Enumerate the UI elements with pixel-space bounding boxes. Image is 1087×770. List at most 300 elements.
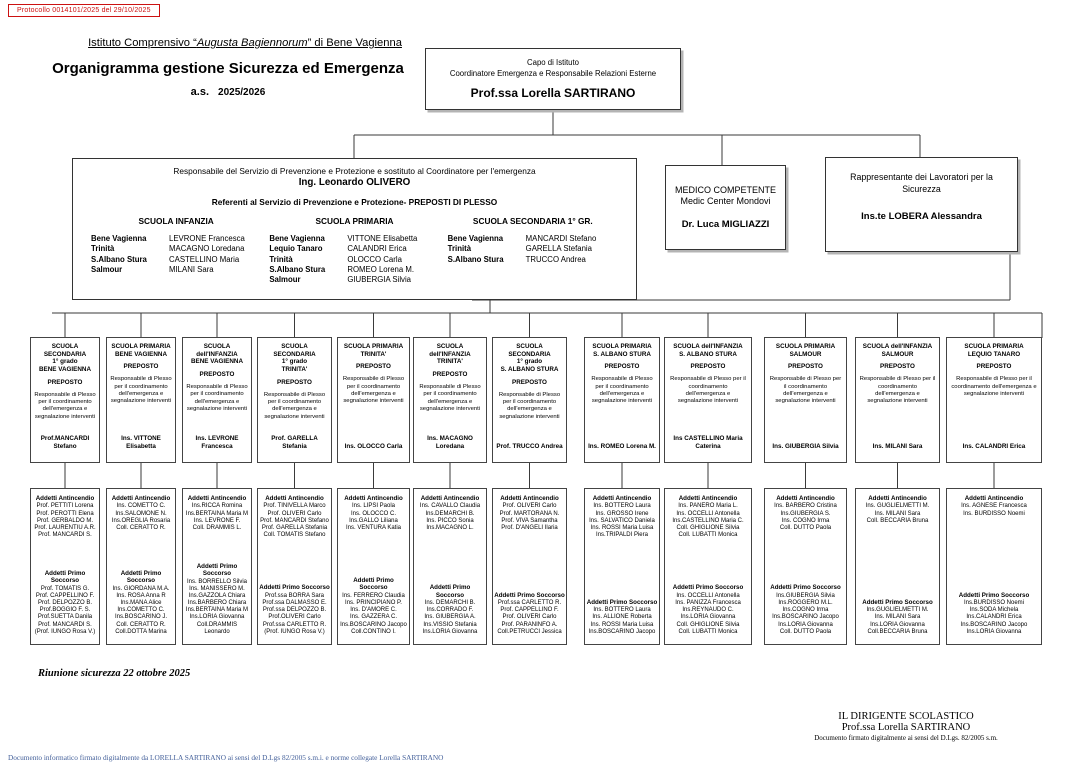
school-title bbox=[863, 343, 932, 358]
staff-name: Ins. MANISSERO M. bbox=[189, 585, 245, 592]
preposto-description: Responsabile di Plesso per il coordinamento dell'emergenza e segnalazione interventi bbox=[498, 391, 561, 420]
staff-name: Ins. DEMARCHI B. bbox=[424, 600, 476, 607]
antincendio-section bbox=[948, 495, 1040, 518]
staff-name: Coll.PETRUCCI Jessica bbox=[497, 628, 562, 635]
staff-name: Prof.OLIVERI Carlo bbox=[268, 614, 321, 621]
antincendio-header: Addetti Antincendio bbox=[964, 495, 1024, 502]
medico-org: Medic Center Mondovi bbox=[680, 196, 771, 206]
preposto-label: PREPOSTO bbox=[880, 363, 915, 371]
school-title bbox=[344, 343, 403, 358]
plesso-column bbox=[764, 337, 847, 645]
addetti-box bbox=[584, 488, 660, 645]
staff-name: Prof. GERBALDO M. bbox=[36, 517, 93, 524]
plesso-column bbox=[337, 337, 410, 645]
addetti-box bbox=[492, 488, 567, 645]
staff-name: Ins.MACAGNO L. bbox=[426, 525, 474, 531]
antincendio-section bbox=[586, 495, 658, 539]
primo-soccorso-section bbox=[259, 584, 330, 636]
rspp-school-column bbox=[444, 216, 622, 285]
addetti-box bbox=[337, 488, 410, 645]
referente-name: GARELLA Stefania bbox=[525, 244, 592, 254]
staff-name: Prof. MANCARDI S. bbox=[38, 532, 92, 539]
principal-name: Prof.ssa Lorella SARTIRANO bbox=[470, 85, 636, 100]
staff-name: Prof. PARANINFO A. bbox=[501, 621, 558, 628]
preposto-name: Ins. CALANDRI Erica bbox=[962, 443, 1026, 451]
antincendio-section bbox=[415, 495, 485, 532]
principal-role-2: Coordinatore Emergenza e Responsabile Relazioni Esterne bbox=[449, 68, 657, 78]
school-title-line: LEQUIO TANARO bbox=[967, 350, 1021, 358]
preposto-label: PREPOSTO bbox=[356, 363, 391, 371]
staff-name: Ins.SODA Michela bbox=[969, 607, 1019, 614]
staff-name: Ins.GUGLIELMETTI M. bbox=[866, 607, 929, 614]
school-title-line: SECONDARIA bbox=[508, 350, 551, 358]
staff-name: Ins.GAZZOLA Chiara bbox=[188, 592, 246, 599]
school-title-line: 1° grado bbox=[516, 358, 543, 366]
preposto-box bbox=[106, 337, 176, 463]
signature-name: Prof.ssa Lorella SARTIRANO bbox=[841, 722, 971, 733]
plesso-column bbox=[106, 337, 176, 645]
plesso-column bbox=[855, 337, 940, 645]
staff-name: Coll. LUBATTI Monica bbox=[678, 628, 738, 635]
referente-name: CALANDRI Erica bbox=[347, 244, 407, 254]
school-title bbox=[592, 343, 651, 358]
staff-name: Ins. OLOCCO C. bbox=[350, 510, 396, 517]
staff-name: Ins. AGNESE Francesca bbox=[961, 503, 1027, 510]
staff-name: Ins. BOTTERO Laura bbox=[593, 607, 651, 614]
meeting-note: Riunione sicurezza 22 ottobre 2025 bbox=[38, 668, 191, 679]
primo-soccorso-header: Addetti Primo Soccorso bbox=[44, 569, 86, 585]
rspp-box bbox=[72, 158, 637, 300]
staff-name: Prof. CAPPELLINO F. bbox=[35, 592, 95, 599]
institute-prefix: Istituto Comprensivo “ bbox=[88, 37, 197, 49]
preposto-description: Responsabile di Plesso per il coordinamento dell'emergenza e segnalazione interventi bbox=[769, 376, 842, 405]
referente-name: MILANI Sara bbox=[169, 264, 214, 274]
referente-name: OLOCCO Carla bbox=[347, 254, 402, 264]
primo-soccorso-header: Addetti Primo Soccorso bbox=[958, 591, 1030, 599]
preposto-box bbox=[946, 337, 1042, 463]
school-title-line: SCUOLA PRIMARIA bbox=[775, 343, 836, 350]
plesso-location: S.Albano Stura bbox=[269, 264, 326, 274]
school-title-line: SCUOLA dell'INFANZIA bbox=[862, 343, 933, 350]
school-title-line: S. ALBANO STURA bbox=[500, 366, 559, 374]
preposto-name: Ins. OLOCCO Carla bbox=[344, 443, 403, 451]
antincendio-section bbox=[857, 495, 938, 525]
preposto-box bbox=[337, 337, 410, 463]
antincendio-header: Addetti Antincendio bbox=[868, 495, 927, 502]
rspp-referente-row bbox=[91, 244, 261, 254]
staff-name: Ins. PRINCIPIANO P. bbox=[345, 600, 402, 607]
staff-name: Prof. LAURENTIU A.R. bbox=[34, 525, 96, 531]
staff-name: Ins.BERTAINA Maria M bbox=[185, 510, 249, 517]
staff-name: Ins.LORIA Giovanna bbox=[966, 628, 1022, 635]
plesso-column bbox=[664, 337, 752, 645]
antincendio-section bbox=[108, 495, 174, 532]
primo-soccorso-section bbox=[666, 584, 750, 636]
staff-name: Prof. DELPOZZO B. bbox=[37, 600, 92, 607]
plesso-location: Bene Vagienna bbox=[91, 234, 147, 243]
institute-title bbox=[50, 37, 440, 49]
school-year bbox=[18, 82, 438, 100]
school-year-label: a.s. bbox=[190, 86, 210, 98]
antincendio-section bbox=[259, 495, 330, 539]
school-title bbox=[273, 343, 315, 374]
staff-name: Ins.ROGGERO M.L. bbox=[778, 600, 833, 607]
staff-name: Ins.BARBERO Chiara bbox=[187, 600, 247, 607]
staff-name: Ins. BURDISSO Noemi bbox=[963, 510, 1025, 517]
addetti-box bbox=[182, 488, 252, 645]
staff-name: Coll.DRAMMIS Leonardo bbox=[196, 621, 238, 635]
staff-name: Ins.GIUBERGIA Silvia bbox=[776, 592, 835, 599]
school-title-line: TRINITA' bbox=[360, 350, 387, 358]
antincendio-header: Addetti Antincendio bbox=[776, 495, 835, 502]
staff-name: Prof.ssa CARLETTO R. bbox=[497, 600, 562, 607]
staff-name: Ins. LIPSI Paola bbox=[351, 503, 396, 510]
primo-soccorso-section bbox=[857, 599, 938, 636]
staff-name: Ins. PANERO Maria L. bbox=[678, 503, 738, 510]
school-title-line: SCUOLA PRIMARIA bbox=[111, 343, 171, 350]
rspp-referente-row bbox=[448, 244, 618, 254]
staff-name: Ins. PICCO Sonia bbox=[426, 517, 474, 524]
primo-soccorso-header: Addetti Primo Soccorso bbox=[672, 584, 744, 592]
staff-name: Ins. BARBERO Cristina bbox=[774, 503, 837, 510]
referente-name: MANCARDI Stefano bbox=[525, 234, 597, 243]
antincendio-header: Addetti Antincendio bbox=[111, 495, 171, 502]
staff-name: Coll. CERATTO R. bbox=[116, 525, 166, 531]
rspp-school-column-header: SCUOLA PRIMARIA bbox=[315, 216, 394, 226]
rspp-referente-row bbox=[269, 265, 439, 275]
plesso-column bbox=[492, 337, 567, 645]
primo-soccorso-header: Addetti Primo Soccorso bbox=[494, 591, 565, 599]
staff-name: Ins.BERTAINA Maria M bbox=[185, 607, 249, 614]
primo-soccorso-section bbox=[339, 577, 408, 636]
referente-name: LEVRONE Francesca bbox=[169, 234, 245, 243]
antincendio-header: Addetti Antincendio bbox=[678, 495, 738, 502]
rspp-referente-row bbox=[91, 265, 261, 275]
primo-soccorso-header: Addetti Primo Soccorso bbox=[196, 562, 238, 578]
staff-name: Ins.DEMARCHI B. bbox=[425, 510, 475, 517]
staff-name: Ins.BOSCARINO Jacopo bbox=[960, 621, 1028, 628]
rspp-referente-row bbox=[269, 244, 439, 254]
school-title-line: SALMOUR bbox=[881, 350, 914, 358]
staff-name: Ins.BURDISSO Noemi bbox=[963, 600, 1024, 607]
preposto-label: PREPOSTO bbox=[512, 378, 547, 386]
rls-box bbox=[825, 157, 1018, 252]
staff-name: Coll. CERATTO R. bbox=[116, 621, 166, 628]
staff-name: Prof.ssa DALMASSO E. bbox=[262, 600, 327, 607]
addetti-box bbox=[413, 488, 487, 645]
staff-name: Ins. GROSSO Irene bbox=[595, 510, 649, 517]
antincendio-section bbox=[494, 495, 565, 532]
preposto-description: Responsabile di Plesso per il coordinamento dell'emergenza e segnalazione interventi bbox=[419, 384, 481, 413]
staff-name: Prof. GARELLA Stefania bbox=[261, 525, 328, 531]
staff-name: Ins. ROSSI Maria Luisa bbox=[590, 525, 654, 531]
preposto-name: Ins CASTELLINO Maria Caterina bbox=[673, 435, 743, 451]
rspp-referente-row bbox=[269, 275, 439, 285]
preposto-label: PREPOSTO bbox=[432, 371, 468, 379]
staff-name: Ins.BOSCARINO J. bbox=[114, 614, 167, 621]
staff-name: Ins.REYNAUDO C. bbox=[682, 607, 734, 614]
primo-soccorso-header: Addetti Primo Soccorso bbox=[586, 598, 658, 606]
preposto-box bbox=[855, 337, 940, 463]
school-title-line: SECONDARIA bbox=[273, 350, 316, 358]
principal-box bbox=[425, 48, 681, 110]
school-title bbox=[776, 343, 835, 358]
staff-name: Prof. D'ANGELI Ilaria bbox=[501, 525, 558, 531]
staff-name: (Prof. IUNGO Rosa V.) bbox=[34, 628, 96, 635]
staff-name: Ins.LORIA Giovanna bbox=[778, 621, 833, 628]
preposto-description: Responsabile di Plesso per il coordinamento dell'emergenza e segnalazione interventi bbox=[670, 376, 746, 405]
preposto-description: Responsabile di Plesso per il coordinamento dell'emergenza e segnalazione interventi bbox=[342, 376, 405, 405]
plesso-location: Bene Vagienna bbox=[447, 234, 504, 243]
staff-name: Coll. DUTTO Paola bbox=[779, 525, 832, 531]
staff-name: Prof. TOMATIS G. bbox=[40, 585, 90, 592]
plesso-column bbox=[413, 337, 487, 645]
antincendio-header: Addetti Antincendio bbox=[187, 495, 247, 502]
plesso-location: Bene Vagienna bbox=[269, 234, 325, 243]
staff-name: Prof. OLIVERI Carlo bbox=[267, 510, 322, 517]
staff-name: Prof. MANCARDI Stefano bbox=[260, 517, 329, 524]
staff-name: Coll. BECCARIA Bruna bbox=[866, 517, 929, 524]
antincendio-header: Addetti Antincendio bbox=[35, 495, 95, 502]
preposto-name: Ins. ROMEO Lorena M. bbox=[588, 443, 656, 451]
preposto-description: Responsabile di Plesso per il coordinamento dell'emergenza e segnalazione interventi bbox=[951, 376, 1037, 398]
rspp-referente-row bbox=[269, 255, 439, 265]
primo-soccorso-header: Addetti Primo Soccorso bbox=[120, 569, 162, 585]
primo-soccorso-section bbox=[586, 599, 658, 636]
rspp-referente-row bbox=[91, 255, 261, 265]
preposto-name: Prof. GARELLA Stefania bbox=[271, 435, 318, 451]
staff-name: Ins.TRIPALDI Piera bbox=[596, 532, 648, 539]
staff-name: Coll. DUTTO Paola bbox=[779, 628, 832, 635]
protocol-stamp: Protocollo 0014101/2025 del 29/10/2025 bbox=[8, 4, 160, 17]
medico-role: MEDICO COMPETENTE bbox=[674, 184, 776, 195]
preposto-name: Ins. GIUBERGIA Silvia bbox=[772, 443, 839, 451]
staff-name: Ins. BOTTERO Laura bbox=[593, 503, 651, 510]
plesso-location: Salmour bbox=[269, 275, 301, 285]
preposto-name: Ins. MILANI Sara bbox=[872, 443, 923, 451]
preposto-label: PREPOSTO bbox=[976, 363, 1012, 371]
school-title-line: BENE VAGIENNA bbox=[38, 366, 91, 374]
staff-name: Ins.LORIA Giovanna bbox=[680, 614, 736, 621]
staff-name: Prof. PETTITI Lorena bbox=[36, 503, 94, 510]
staff-name: Ins. ALLIONE Roberta bbox=[592, 614, 652, 621]
rspp-school-column bbox=[265, 216, 443, 285]
rspp-referente-row bbox=[91, 234, 261, 244]
staff-name: Coll. LUBATTI Monica bbox=[678, 532, 738, 539]
preposto-description: Responsabile di Plesso per il coordinamento dell'emergenza e segnalazione interventi bbox=[186, 384, 248, 413]
school-title-line: dell'INFANZIA bbox=[429, 350, 471, 358]
staff-name: Ins. ROSA Anna R bbox=[116, 592, 166, 599]
school-title-line: SCUOLA PRIMARIA bbox=[592, 343, 652, 350]
staff-name: Ins. PANIZZA Francesca bbox=[675, 600, 741, 607]
school-year-value: 2025/2026 bbox=[218, 87, 266, 98]
plesso-column bbox=[257, 337, 332, 645]
preposto-box bbox=[584, 337, 660, 463]
school-title-line: S. ALBANO STURA bbox=[679, 350, 737, 358]
staff-name: Ins. BORRELLO Silvia bbox=[186, 578, 248, 585]
staff-name: Ins. MILANI Sara bbox=[874, 510, 921, 517]
school-title bbox=[501, 343, 559, 374]
referente-name: VITTONE Elisabetta bbox=[347, 234, 418, 243]
preposto-label: PREPOSTO bbox=[123, 363, 159, 371]
school-title bbox=[191, 343, 243, 366]
staff-name: Coll. GHIGLIONE Silvia bbox=[676, 525, 740, 531]
staff-name: Ins. GIORDANA M.A. bbox=[112, 585, 170, 592]
staff-name: Coll.BECCARIA Bruna bbox=[867, 628, 928, 635]
antincendio-section bbox=[32, 495, 98, 539]
addetti-box bbox=[664, 488, 752, 645]
staff-name: Ins.LORIA Giovanna bbox=[870, 621, 925, 628]
preposto-label: PREPOSTO bbox=[604, 363, 640, 371]
antincendio-header: Addetti Antincendio bbox=[500, 495, 559, 502]
school-title-line: BENE VAGIENNA bbox=[114, 350, 167, 358]
preposto-box bbox=[257, 337, 332, 463]
staff-name: Ins. VENTURA Katia bbox=[345, 525, 402, 531]
referente-name: GIUBERGIA Silvia bbox=[347, 275, 412, 285]
rspp-school-column-header: SCUOLA SECONDARIA 1° GR. bbox=[472, 216, 593, 226]
school-title-line: 1° grado bbox=[52, 358, 78, 366]
school-title-line: SCUOLA bbox=[281, 343, 308, 350]
addetti-box bbox=[106, 488, 176, 645]
plesso-column bbox=[584, 337, 660, 645]
preposto-description: Responsabile di Plesso per il coordinamento dell'emergenza e segnalazione interventi bbox=[263, 391, 326, 420]
primo-soccorso-header: Addetti Primo Soccorso bbox=[429, 584, 471, 599]
school-title-line: SCUOLA PRIMARIA bbox=[964, 343, 1024, 350]
staff-name: Prof. TINIVELLA Marco bbox=[263, 503, 326, 510]
principal-role-1: Capo di Istituto bbox=[526, 58, 579, 68]
primo-soccorso-header: Addetti Primo Soccorso bbox=[862, 598, 933, 606]
staff-name: Ins.BOSCARINO Jacopo bbox=[340, 621, 407, 628]
staff-name: Prof. PEROTTI Elena bbox=[36, 510, 94, 517]
school-title-line: S. ALBANO STURA bbox=[593, 350, 651, 358]
staff-name: Ins.CASTELLINO Maria C. bbox=[672, 517, 744, 524]
preposto-box bbox=[413, 337, 487, 463]
staff-name: Coll. GHIGLIONE Silvia bbox=[676, 621, 740, 628]
school-title bbox=[964, 343, 1023, 358]
preposto-name: Prof.MANCARDI Stefano bbox=[40, 435, 90, 451]
rspp-name: Ing. Leonardo OLIVERO bbox=[298, 177, 411, 188]
preposto-label: PREPOSTO bbox=[199, 371, 235, 379]
preposto-name: Ins. LEVRONE Francesca bbox=[195, 435, 239, 451]
school-title-line: 1° grado bbox=[281, 358, 308, 366]
addetti-box bbox=[257, 488, 332, 645]
staff-name: Ins.CORRADO F. bbox=[426, 607, 474, 614]
staff-name: Coll. DRAMMIS L. bbox=[192, 525, 242, 531]
staff-name: Prof.BOGGIO F. S. bbox=[39, 607, 91, 614]
school-title-line: SCUOLA PRIMARIA bbox=[343, 343, 404, 350]
school-title-line: SCUOLA bbox=[516, 343, 543, 350]
staff-name: Ins.CALANDRI Erica bbox=[966, 614, 1022, 621]
primo-soccorso-header: Addetti Primo Soccorso bbox=[770, 584, 841, 592]
addetti-box bbox=[855, 488, 940, 645]
primo-soccorso-section bbox=[766, 584, 845, 636]
staff-name: Ins. LEVRONE F. bbox=[193, 517, 241, 524]
digital-signature-line: Documento informatico firmato digitalmente da LORELLA SARTIRANO ai sensi del D.Lgs 82/2005 s.m.i. e norme collegate Lorella SARTIRANO bbox=[8, 753, 444, 762]
antincendio-header: Addetti Antincendio bbox=[420, 495, 480, 502]
staff-name: Ins.LORIA Giovanna bbox=[422, 628, 478, 635]
preposto-label: PREPOSTO bbox=[690, 363, 726, 371]
school-title-line: TRINITA' bbox=[281, 366, 308, 374]
plesso-location: Trinità bbox=[447, 244, 472, 254]
staff-name: Ins.COGNO Irma bbox=[782, 607, 829, 614]
staff-name: Ins. COMETTO C. bbox=[116, 503, 166, 510]
staff-name: Ins. FERRERO Claudia bbox=[342, 592, 405, 599]
school-title-line: SECONDARIA bbox=[43, 350, 87, 358]
primo-soccorso-section bbox=[415, 584, 485, 636]
medico-competente-box bbox=[665, 165, 786, 250]
staff-name: Ins.VISSIO Stefania bbox=[423, 621, 477, 628]
staff-name: Ins.OREGLIA Rosaria bbox=[111, 517, 171, 524]
staff-name: Ins.GIUBERGIA S. bbox=[780, 510, 831, 517]
staff-name: Ins.BOSCARINO Jacopo bbox=[588, 628, 656, 635]
staff-name: Prof. MARTORANA N. bbox=[499, 510, 560, 517]
preposto-box bbox=[492, 337, 567, 463]
plesso-location: S.Albano Stura bbox=[91, 254, 147, 264]
addetti-box bbox=[30, 488, 100, 645]
primo-soccorso-section bbox=[32, 570, 98, 636]
preposto-label: PREPOSTO bbox=[788, 363, 823, 371]
plesso-column bbox=[30, 337, 100, 645]
staff-name: Ins. GIUBERGIA A. bbox=[424, 614, 476, 621]
rspp-school-column-header: SCUOLA INFANZIA bbox=[138, 216, 214, 226]
rls-role: Rappresentante dei Lavoratori per la Sicurezza bbox=[850, 172, 993, 194]
rspp-referente-row bbox=[448, 234, 618, 244]
staff-name: Ins.SALOMONE N. bbox=[115, 510, 167, 517]
staff-name: Prof. VIVA Samantha bbox=[501, 517, 558, 524]
school-title bbox=[111, 343, 170, 358]
staff-name: Prof.ssa CARLETTO R. bbox=[262, 621, 327, 628]
plesso-location: Trinità bbox=[269, 254, 293, 264]
school-title-line: SCUOLA bbox=[51, 343, 79, 350]
preposto-box bbox=[764, 337, 847, 463]
school-title-line: dell'INFANZIA bbox=[196, 350, 238, 358]
referente-name: TRUCCO Andrea bbox=[525, 254, 586, 264]
antincendio-header: Addetti Antincendio bbox=[592, 495, 652, 502]
staff-name: Ins. ROSSI Maria Luisa bbox=[590, 621, 654, 628]
staff-name: Prof. OLIVERI Carlo bbox=[502, 503, 557, 510]
staff-name: Ins. OCCELLI Antonella bbox=[676, 510, 740, 517]
staff-name: Coll.DOTTA Marina bbox=[115, 628, 167, 635]
staff-name: Prof.ssa DELPOZZO B. bbox=[262, 607, 327, 614]
antincendio-section bbox=[184, 495, 250, 532]
medico-name: Dr. Luca MIGLIAZZI bbox=[681, 219, 770, 231]
referente-name: CASTELLINO Maria bbox=[169, 254, 240, 264]
plesso-column bbox=[946, 337, 1042, 645]
school-title-line: BENE VAGIENNA bbox=[190, 358, 243, 366]
school-title bbox=[673, 343, 742, 358]
staff-name: Coll. TOMATIS Stefano bbox=[263, 532, 326, 539]
plesso-location: Trinità bbox=[91, 244, 115, 254]
preposto-label: PREPOSTO bbox=[47, 378, 83, 386]
plesso-location: Lequio Tanaro bbox=[269, 244, 323, 254]
school-title-line: TRINITA' bbox=[437, 358, 463, 366]
institute-name: Augusta Bagiennorum bbox=[196, 37, 308, 49]
staff-name: Ins.BOSCARINO Jacopo bbox=[772, 614, 839, 621]
preposto-description: Responsabile di Plesso per il coordinamento dell'emergenza e segnalazione interventi bbox=[110, 376, 172, 405]
rspp-referenti-columns bbox=[83, 216, 626, 285]
primo-soccorso-header: Addetti Primo Soccorso bbox=[353, 577, 394, 592]
signature-role: IL DIRIGENTE SCOLASTICO bbox=[838, 711, 974, 722]
staff-name: Ins.MANA Alice bbox=[120, 600, 162, 607]
school-title-line: SCUOLA bbox=[203, 343, 231, 350]
staff-name: Ins. GUGLIELMETTI M. bbox=[865, 503, 930, 510]
staff-name: Coll.CONTINO I. bbox=[351, 628, 396, 635]
rls-name: Ins.te LOBERA Alessandra bbox=[861, 210, 982, 222]
signature-block bbox=[740, 711, 1072, 742]
rspp-school-column bbox=[87, 216, 265, 285]
referente-name: MACAGNO Loredana bbox=[169, 244, 245, 254]
school-title bbox=[39, 343, 91, 374]
